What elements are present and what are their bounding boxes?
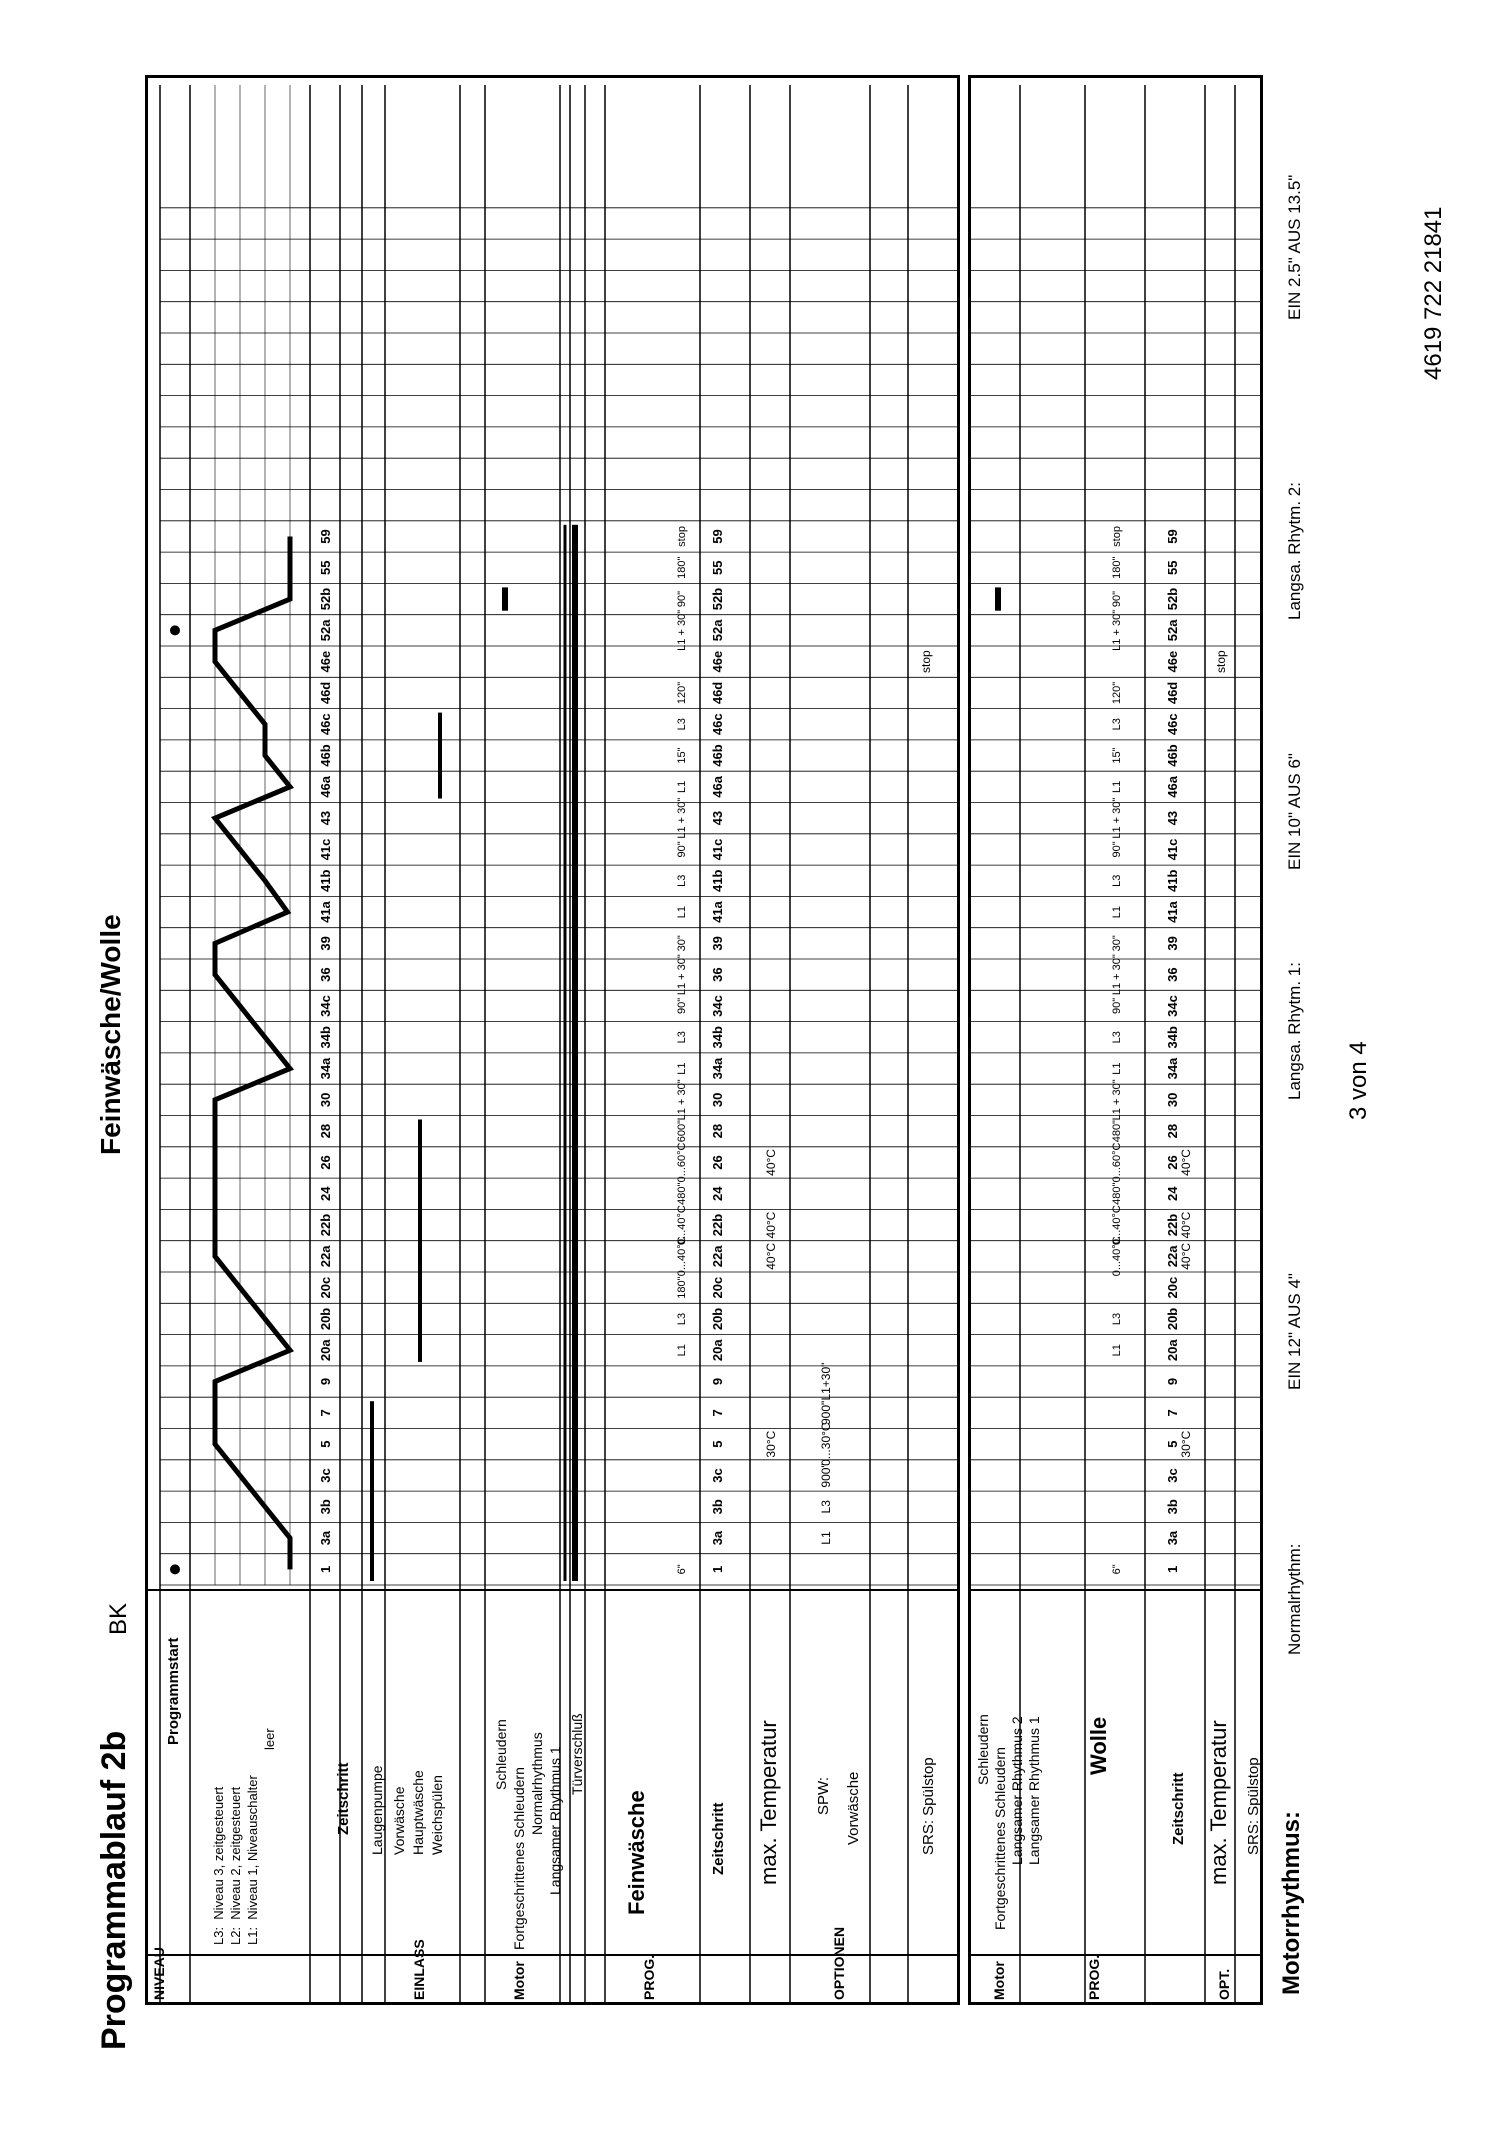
step-label: 30 — [318, 1092, 333, 1108]
step-label: 1 — [1165, 1565, 1180, 1573]
step-label: 7 — [710, 1409, 725, 1417]
step-label: 34b — [710, 1026, 725, 1049]
step-label: 9 — [710, 1377, 725, 1386]
step-label: 7 — [1165, 1409, 1180, 1417]
fein-spw-value: 900" — [819, 1463, 833, 1488]
step-label: 41b — [1165, 869, 1180, 892]
wolle-value: L1 — [1111, 905, 1123, 919]
feinwaesche-value: stop — [676, 526, 688, 547]
step-label: 59 — [318, 529, 333, 544]
feinwaesche-value: L1 — [676, 905, 688, 919]
step-label: 55 — [710, 560, 725, 575]
step-label: 20c — [318, 1276, 333, 1299]
step-label: 24 — [318, 1186, 333, 1201]
feinwaesche-value: L1 — [676, 1344, 688, 1357]
footer-docnum: 4619 722 21841 — [1420, 206, 1447, 380]
feinwaesche-value: 6" — [676, 1564, 688, 1575]
step-label: 52b — [710, 587, 725, 611]
label-laugenpumpe: Laugenpumpe — [369, 1765, 385, 1855]
step-label: 22b — [318, 1213, 333, 1237]
footer-page: 3 von 4 — [1345, 1041, 1372, 1120]
fein-srs-value: stop — [919, 650, 933, 673]
step-label: 34b — [1165, 1026, 1180, 1049]
step-label: 20b — [1165, 1307, 1180, 1331]
step-label: 1 — [318, 1565, 333, 1573]
wolle-value: 90" — [1111, 997, 1123, 1015]
step-label: 7 — [318, 1409, 333, 1417]
step-label: 46e — [710, 650, 725, 673]
wolle-value: 0...40°C — [1111, 1205, 1123, 1245]
wolle-value: 30" — [1111, 935, 1123, 952]
step-label: 34a — [710, 1057, 725, 1080]
feinwaesche-value: L3 — [676, 1031, 688, 1044]
document-title: Programmablauf 2b — [95, 1730, 133, 2050]
footer-normal-value: EIN 12" AUS 4" — [1285, 1273, 1304, 1390]
feinwaesche-value: L3 — [676, 718, 688, 731]
wolle-value: 15" — [1111, 747, 1123, 764]
tag-einlass: EINLASS — [411, 1939, 427, 2000]
motor-normal-bar — [564, 525, 567, 1581]
footer-normal: Normalrhythm: — [1285, 1543, 1304, 1655]
fein-spw-value: L3 — [819, 1500, 833, 1514]
step-label: 36 — [710, 967, 725, 982]
step-label: 59 — [710, 529, 725, 544]
step-label: 3b — [318, 1499, 333, 1515]
step-label: 52b — [318, 587, 333, 611]
label-max-temp-2: max. Temperatur — [1206, 1720, 1231, 1885]
label-programmstart: Programmstart — [165, 1637, 182, 1745]
wolle-value: L3 — [1111, 874, 1123, 887]
step-label: 26 — [710, 1155, 725, 1170]
step-label: 20c — [710, 1276, 725, 1299]
step-label: 20b — [318, 1307, 333, 1331]
step-label: 22b — [710, 1213, 725, 1237]
feinwaesche-value: L3 — [676, 1312, 688, 1326]
step-label: 34a — [1165, 1057, 1180, 1080]
program-end-dot — [170, 625, 180, 635]
label-zeitschritt-2: Zeitschritt — [710, 1802, 727, 1875]
wolle-value: L3 — [1111, 718, 1123, 731]
label-max-temp: max. Temperatur — [756, 1720, 781, 1885]
step-label: 26 — [318, 1155, 333, 1170]
step-label: 34b — [318, 1026, 333, 1049]
wolle-value: 480" — [1111, 1182, 1123, 1205]
label-feinwaesche: Feinwäsche — [624, 1790, 649, 1915]
wolle-srs-value: stop — [1214, 650, 1228, 673]
feinwaesche-value: 180" — [676, 1276, 688, 1299]
wolle-value: L1 — [1111, 780, 1123, 793]
wolle-value: L1 + 30" — [1111, 609, 1123, 651]
step-label: 41b — [318, 869, 333, 892]
step-label: 20b — [710, 1307, 725, 1331]
fein-spw-value: L1+30" — [819, 1362, 833, 1401]
wolle-value: 6" — [1111, 1564, 1123, 1575]
step-label: 30 — [1165, 1092, 1180, 1108]
feinwaesche-value: 180" — [676, 556, 688, 579]
label-tuerverschluss: Türverschluß — [569, 1713, 585, 1795]
fein-max-temp-value: 40°C — [764, 1211, 778, 1239]
weichspuelen-bar — [438, 713, 442, 799]
hauptwaesche-bar — [418, 1120, 422, 1362]
step-label: 52a — [710, 619, 725, 642]
step-label: 55 — [318, 560, 333, 575]
step-label: 20a — [710, 1339, 725, 1362]
label-wolle: Wolle — [1086, 1716, 1111, 1775]
label-motor-wolle: Schleudern Fortgeschrittenes Schleudern Langsamer Rhythmus 2 Langsamer Rhythmus 1 — [975, 1714, 1042, 1930]
step-label: 20a — [318, 1339, 333, 1362]
step-label: 9 — [1165, 1377, 1180, 1386]
step-label: 1 — [710, 1565, 725, 1573]
wolle-max-temp-value: 40°C — [1179, 1211, 1193, 1239]
programmstart-dot — [170, 1564, 180, 1574]
step-label: 22a — [710, 1245, 725, 1268]
step-label: 43 — [710, 810, 725, 826]
tag-optionen: OPTIONEN — [831, 1926, 847, 2000]
feinwaesche-value: 600" — [676, 1120, 688, 1143]
step-label: 34c — [710, 995, 725, 1017]
step-label: 52b — [1165, 587, 1180, 611]
wolle-value: 90" — [1111, 841, 1123, 858]
tag-prog: PROG. — [641, 1954, 657, 2000]
feinwaesche-value: 0...40°C — [676, 1236, 688, 1277]
step-label: 52a — [318, 619, 333, 642]
step-label: 5 — [710, 1440, 725, 1448]
footer-langsa1-value: EIN 10" AUS 6" — [1285, 753, 1304, 870]
step-label: 20a — [1165, 1339, 1180, 1362]
step-label: 46d — [1165, 681, 1180, 705]
step-label: 55 — [1165, 560, 1180, 575]
step-label: 39 — [1165, 936, 1180, 951]
step-label: 46c — [1165, 713, 1180, 736]
wolle-value: 180" — [1111, 556, 1123, 579]
step-label: 46a — [710, 775, 725, 798]
step-label: 26 — [1165, 1155, 1180, 1170]
feinwaesche-value: 0...40°C — [676, 1205, 688, 1245]
feinwaesche-value: L1 + 30" — [676, 609, 688, 651]
feinwaesche-value: 480" — [676, 1182, 688, 1205]
wolle-value: 90" — [1111, 590, 1123, 608]
fein-spw-value: L1 — [819, 1531, 833, 1545]
step-label: 34c — [318, 995, 333, 1017]
step-label: 39 — [710, 936, 725, 951]
step-label: 3c — [710, 1468, 725, 1483]
tag-motor-2: Motor — [991, 1961, 1007, 2000]
feinwaesche-value: L1 + 30" — [676, 1079, 688, 1121]
feinwaesche-value: 120" — [676, 681, 688, 705]
step-label: 3b — [710, 1499, 725, 1515]
step-label: 46b — [710, 744, 725, 767]
program-name: Feinwäsche/Wolle — [95, 914, 126, 1155]
step-label: 3b — [1165, 1499, 1180, 1515]
step-label: 9 — [318, 1377, 333, 1386]
document-code: BK — [105, 1602, 132, 1635]
wolle-max-temp-value: 40°C — [1179, 1149, 1193, 1176]
feinwaesche-value: L1 — [676, 1062, 688, 1075]
label-motor: Schleudern Fortgeschrittenes Schleudern Normalrhythmus Langsamer Rhythmus 1 — [493, 1719, 563, 1950]
wolle-value: 480" — [1111, 1120, 1123, 1143]
tag-motor: Motor — [511, 1961, 527, 2000]
tag-opt-2: OPT. — [1216, 1968, 1232, 2000]
wolle-value: L1 — [1111, 1062, 1123, 1075]
step-label: 59 — [1165, 529, 1180, 544]
step-label: 5 — [318, 1440, 333, 1448]
step-label: 46d — [710, 681, 725, 705]
feinwaesche-value: L1 — [676, 780, 688, 793]
step-label: 3c — [318, 1468, 333, 1483]
step-label: 46e — [318, 650, 333, 673]
wolle-max-temp-value: 40°C — [1179, 1242, 1193, 1270]
feinwaesche-value: 30" — [676, 935, 688, 952]
footer-langsa2-value: EIN 2.5" AUS 13.5" — [1285, 174, 1304, 320]
fein-max-temp-value: 40°C — [764, 1242, 778, 1270]
step-label: 24 — [1165, 1186, 1180, 1201]
label-einlass: Vorwäsche Hauptwäsche Weichspülen — [391, 1770, 445, 1855]
footer-langsa1: Langsa. Rhytm. 1: — [1285, 962, 1304, 1100]
step-label: 52a — [1165, 619, 1180, 642]
step-label: 28 — [318, 1123, 333, 1139]
step-label: 3c — [1165, 1468, 1180, 1483]
label-zeitschritt: Zeitschritt — [335, 1762, 352, 1835]
step-label: 22b — [1165, 1213, 1180, 1237]
label-srs-2: SRS: Spülstop — [1245, 1757, 1262, 1855]
niveau-legend: L3: Niveau 3, zeitgesteuert L2: Niveau 2, zeitgesteuert L1: Niveau 1, Niveauschalter leer — [211, 1728, 277, 1945]
step-label: 28 — [710, 1123, 725, 1139]
step-label: 41a — [1165, 901, 1180, 923]
step-label: 43 — [318, 810, 333, 826]
wolle-value: L1 + 30" — [1111, 797, 1123, 839]
step-label: 34a — [318, 1057, 333, 1080]
feinwaesche-value: 90" — [676, 590, 688, 608]
step-label: 39 — [318, 936, 333, 951]
wolle-value: 0...40°C — [1111, 1236, 1123, 1277]
step-label: 46b — [318, 744, 333, 767]
label-srs: SRS: Spülstop — [920, 1757, 937, 1855]
tag-prog-2: PROG. — [1086, 1954, 1102, 2000]
footer-motorrhythmus: Motorrhythmus: — [1278, 1811, 1305, 1995]
step-label: 24 — [710, 1186, 725, 1201]
fein-max-temp-value: 30°C — [764, 1430, 778, 1458]
step-label: 36 — [1165, 967, 1180, 982]
fein-spw-value: 0...30°C — [819, 1422, 833, 1466]
step-label: 41b — [710, 869, 725, 892]
laugenpumpe-bar — [370, 1401, 374, 1581]
step-label: 41c — [710, 838, 725, 861]
feinwaesche-value: 0...60°C — [676, 1142, 688, 1183]
wolle-value: stop — [1111, 526, 1123, 547]
step-label: 43 — [1165, 810, 1180, 826]
feinwaesche-value: 90" — [676, 997, 688, 1015]
step-label: 46a — [1165, 775, 1180, 798]
wolle-value: L3 — [1111, 1312, 1123, 1326]
footer-langsa2: Langsa. Rhytm. 2: — [1285, 482, 1304, 620]
wolle-value: L1 + 30" — [1111, 1079, 1123, 1121]
step-label: 34c — [1165, 995, 1180, 1017]
feinwaesche-value: L3 — [676, 874, 688, 887]
step-label: 36 — [318, 967, 333, 982]
step-label: 30 — [710, 1092, 725, 1108]
schleudern-bar — [502, 587, 508, 610]
fein-spw-value: 900" — [819, 1400, 833, 1425]
step-label: 3a — [318, 1530, 333, 1546]
tag-niveau: NIVEAU — [151, 1947, 167, 2000]
step-label: 41c — [1165, 838, 1180, 861]
step-label: 46c — [710, 713, 725, 736]
wolle-value: 0...60°C — [1111, 1142, 1123, 1183]
step-label: 46e — [1165, 650, 1180, 673]
step-label: 46b — [1165, 744, 1180, 767]
step-label: 46c — [318, 713, 333, 736]
feinwaesche-value: 90" — [676, 841, 688, 858]
wolle-value: L1 + 30" — [1111, 954, 1123, 996]
step-label: 22a — [318, 1245, 333, 1268]
feinwaesche-value: 15" — [676, 747, 688, 764]
wolle-value: 120" — [1111, 681, 1123, 705]
step-label: 41a — [710, 901, 725, 923]
wolle-value: L1 — [1111, 1344, 1123, 1357]
step-label: 5 — [1165, 1440, 1180, 1448]
feinwaesche-value: L1 + 30" — [676, 954, 688, 996]
label-spw-sub: Vorwäsche — [845, 1771, 862, 1845]
step-label: 46a — [318, 775, 333, 798]
schleudern-bar-wolle — [995, 587, 1001, 610]
label-zeitschritt-3: Zeitschritt — [1170, 1772, 1187, 1845]
tuerverschluss-bar — [572, 525, 578, 1581]
step-label: 28 — [1165, 1123, 1180, 1139]
step-label: 41a — [318, 901, 333, 923]
feinwaesche-value: L1 + 30" — [676, 797, 688, 839]
label-spw: SPW: — [815, 1776, 832, 1815]
step-label: 3a — [1165, 1530, 1180, 1546]
wolle-value: L3 — [1111, 1031, 1123, 1044]
fein-max-temp-value: 40°C — [764, 1149, 778, 1176]
step-label: 20c — [1165, 1276, 1180, 1299]
step-label: 3a — [710, 1530, 725, 1546]
step-label: 46d — [318, 681, 333, 705]
wolle-max-temp-value: 30°C — [1179, 1430, 1193, 1458]
step-label: 41c — [318, 838, 333, 861]
step-label: 22a — [1165, 1245, 1180, 1268]
